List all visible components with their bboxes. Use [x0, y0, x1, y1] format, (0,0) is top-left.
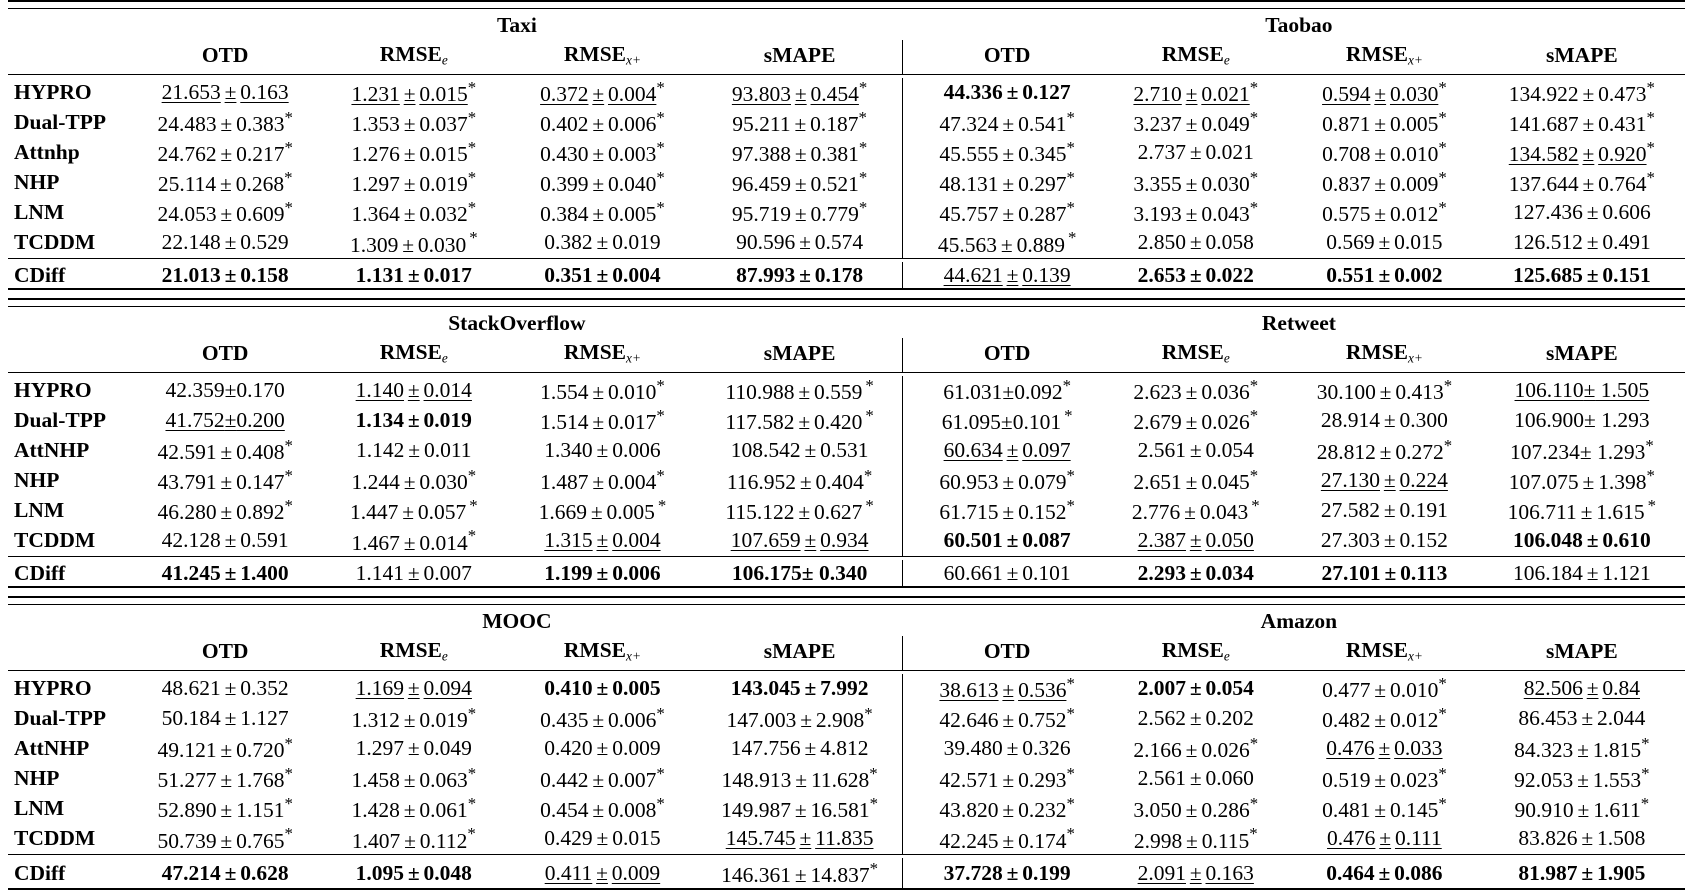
metric-cell: 3.355 ± 0.030*	[1133, 168, 1259, 197]
metric-cell: 1.297 ± 0.019*	[351, 168, 477, 197]
table-row	[8, 406, 1685, 436]
metric-cell: 0.372 ± 0.004*	[540, 78, 665, 107]
metric-cell: 25.114 ± 0.268*	[157, 168, 293, 197]
metric-cell: 2.998 ± 0.115*	[1133, 824, 1258, 853]
metric-header-RMSE_e: $RMSE_e$	[1161, 42, 1230, 68]
metric-cell: 0.399 ± 0.040*	[540, 168, 665, 197]
metric-cell: 38.613 ± 0.536*	[939, 674, 1075, 703]
metric-cell: 1.244 ± 0.030*	[351, 466, 477, 495]
table-row	[8, 704, 1685, 734]
metric-cell: 141.687 ± 0.431*	[1508, 108, 1655, 137]
metric-header-RMSE_x+: $RMSE_{x+}$	[1345, 42, 1423, 68]
horizontal-rule	[8, 597, 1685, 605]
model-name: TCDDM	[14, 528, 96, 553]
metric-cell: 42.128 ± 0.591	[161, 528, 289, 553]
metric-cell: 0.402 ± 0.006*	[540, 108, 665, 137]
table-row	[8, 764, 1685, 794]
table-row	[8, 794, 1685, 824]
metric-cell: 42.646 ± 0.752*	[939, 704, 1075, 733]
metric-cell: 0.382 ± 0.019	[544, 230, 661, 255]
metric-cell: 125.685 ± 0.151	[1512, 262, 1651, 287]
metric-cell: 45.555 ± 0.345*	[939, 138, 1075, 167]
metric-cell: 81.987 ± 1.905	[1518, 860, 1646, 885]
metric-cell: 49.121 ± 0.720*	[157, 734, 293, 763]
metric-cell: 1.276 ± 0.015*	[351, 138, 477, 167]
model-name: HYPRO	[14, 80, 92, 105]
metric-cell: 2.776 ± 0.043 *	[1131, 496, 1260, 525]
metric-cell: 90.910 ± 1.611*	[1514, 794, 1650, 823]
table-row	[8, 734, 1685, 764]
model-name: CDiff	[14, 860, 66, 885]
metric-cell: 116.952 ± 0.404*	[726, 466, 873, 495]
metric-cell: 108.542 ± 0.531	[730, 438, 869, 463]
dataset-name-right: Retweet	[1261, 311, 1336, 335]
metric-cell: 0.476 ± 0.033	[1326, 736, 1443, 761]
table-row	[8, 466, 1685, 496]
metric-cell: 87.993 ± 0.178	[736, 262, 864, 287]
metric-cell: 43.820 ± 0.232*	[939, 794, 1075, 823]
metric-cell: 1.467 ± 0.014*	[351, 526, 477, 555]
metric-cell: 1.669 ± 0.005 *	[538, 496, 667, 525]
metric-cell: 3.237 ± 0.049*	[1133, 108, 1259, 137]
metric-cell: 3.050 ± 0.286*	[1133, 794, 1259, 823]
metric-cell: 0.837 ± 0.009*	[1322, 168, 1447, 197]
metric-cell: 1.309 ± 0.030 *	[349, 228, 478, 257]
table-row	[8, 436, 1685, 466]
metric-header-RMSE_e: $RMSE_e$	[1161, 638, 1230, 664]
table-row-highlight	[8, 262, 1685, 289]
table-row	[8, 78, 1685, 108]
metric-cell: 1.169 ± 0.094	[355, 676, 472, 701]
model-name: CDiff	[14, 560, 66, 585]
metric-cell: 2.091 ± 0.163	[1137, 860, 1254, 885]
metric-cell: 2.561 ± 0.060	[1137, 766, 1254, 791]
metric-cell: 42.245 ± 0.174*	[939, 824, 1075, 853]
metric-cell: 22.148 ± 0.529	[161, 230, 289, 255]
horizontal-rule	[8, 1, 1685, 9]
horizontal-rule	[8, 889, 1685, 893]
model-name: LNM	[14, 796, 65, 821]
metric-cell: 39.480 ± 0.326	[943, 736, 1071, 761]
horizontal-rule	[8, 299, 1685, 307]
metric-cell: 2.737 ± 0.021	[1137, 140, 1254, 165]
metric-cell: 110.988 ± 0.559 *	[725, 376, 874, 405]
metric-cell: 115.122 ± 0.627 *	[725, 496, 874, 525]
metric-cell: 2.850 ± 0.058	[1137, 230, 1254, 255]
metric-header-sMAPE: sMAPE	[763, 340, 836, 365]
metric-cell: 134.922 ± 0.473*	[1508, 78, 1655, 107]
metric-header-row	[8, 636, 1685, 670]
model-name: Dual-TPP	[14, 110, 106, 135]
metric-cell: 1.231 ± 0.015*	[351, 78, 477, 107]
metric-cell: 48.621 ± 0.352	[161, 676, 289, 701]
metric-cell: 61.031±0.092*	[943, 376, 1071, 405]
metric-cell: 48.131 ± 0.297*	[939, 168, 1075, 197]
metric-header-sMAPE: sMAPE	[763, 638, 836, 663]
dataset-name-right: Amazon	[1260, 609, 1338, 633]
metric-cell: 117.582 ± 0.420 *	[725, 406, 874, 435]
metric-cell: 24.762 ± 0.217*	[157, 138, 293, 167]
metric-cell: 24.483 ± 0.383*	[157, 108, 293, 137]
metric-cell: 1.315 ± 0.004	[544, 528, 661, 553]
metric-cell: 0.411 ± 0.009	[544, 860, 661, 885]
model-name: HYPRO	[14, 676, 92, 701]
metric-cell: 47.324 ± 0.541*	[939, 108, 1075, 137]
metric-cell: 28.914 ± 0.300	[1320, 408, 1448, 433]
metric-cell: 1.199 ± 0.006	[544, 560, 661, 585]
metric-cell: 2.387 ± 0.050	[1137, 528, 1254, 553]
metric-cell: 60.661 ± 0.101	[943, 560, 1071, 585]
dataset-name-right: Taobao	[1265, 13, 1333, 37]
metric-cell: 1.141 ± 0.007	[355, 560, 472, 585]
metric-cell: 86.453 ± 2.044	[1518, 706, 1646, 731]
metric-header-RMSE_x+: $RMSE_{x+}$	[1345, 340, 1423, 366]
metric-cell: 50.739 ± 0.765*	[157, 824, 293, 853]
metric-cell: 2.710 ± 0.021*	[1133, 78, 1259, 107]
metric-cell: 60.501 ± 0.087	[943, 528, 1071, 553]
metric-cell: 0.481 ± 0.145*	[1322, 794, 1447, 823]
metric-cell: 93.803 ± 0.454*	[731, 78, 868, 107]
metric-cell: 42.571 ± 0.293*	[939, 764, 1075, 793]
metric-header-sMAPE: sMAPE	[763, 42, 836, 67]
metric-cell: 147.756 ± 4.812	[730, 736, 869, 761]
metric-cell: 106.110± 1.505	[1514, 378, 1650, 403]
results-table	[8, 0, 1685, 893]
metric-cell: 107.075 ± 1.398*	[1508, 466, 1655, 495]
model-name: AttNHP	[14, 736, 90, 761]
metric-cell: 96.459 ± 0.521*	[731, 168, 868, 197]
metric-cell: 107.659 ± 0.934	[730, 528, 869, 553]
metric-cell: 2.562 ± 0.202	[1137, 706, 1254, 731]
table-row	[8, 108, 1685, 138]
metric-cell: 30.100 ± 0.413*	[1316, 376, 1453, 405]
metric-cell: 1.554 ± 0.010*	[540, 376, 665, 405]
metric-cell: 21.653 ± 0.163	[161, 80, 289, 105]
dataset-header-row	[8, 307, 1685, 339]
metric-cell: 24.053 ± 0.609*	[157, 198, 293, 227]
metric-cell: 0.569 ± 0.015	[1326, 230, 1443, 255]
metric-cell: 27.582 ± 0.191	[1320, 498, 1448, 523]
metric-cell: 1.364 ± 0.032*	[351, 198, 477, 227]
metric-cell: 0.708 ± 0.010*	[1322, 138, 1447, 167]
metric-cell: 134.582 ± 0.920*	[1508, 138, 1655, 167]
metric-cell: 21.013 ± 0.158	[161, 262, 289, 287]
metric-header-row	[8, 338, 1685, 372]
table-row	[8, 198, 1685, 228]
metric-header-OTD: OTD	[201, 42, 249, 67]
metric-cell: 51.277 ± 1.768*	[157, 764, 293, 793]
metric-cell: 149.987 ± 16.581*	[721, 794, 879, 823]
metric-header-RMSE_e: $RMSE_e$	[379, 638, 448, 664]
metric-cell: 1.134 ± 0.019	[355, 408, 472, 433]
model-name: LNM	[14, 200, 65, 225]
metric-cell: 1.458 ± 0.063*	[351, 764, 477, 793]
table-row	[8, 526, 1685, 557]
metric-cell: 127.436 ± 0.606	[1512, 200, 1651, 225]
dataset-name-left: StackOverflow	[448, 311, 586, 335]
metric-cell: 1.428 ± 0.061*	[351, 794, 477, 823]
metric-cell: 84.323 ± 1.815*	[1514, 734, 1650, 763]
metric-cell: 0.575 ± 0.012*	[1322, 198, 1447, 227]
metric-cell: 147.003 ± 2.908*	[726, 704, 873, 733]
metric-header-OTD: OTD	[201, 340, 249, 365]
metric-header-OTD: OTD	[983, 638, 1031, 663]
model-name: TCDDM	[14, 230, 96, 255]
metric-cell: 92.053 ± 1.553*	[1514, 764, 1650, 793]
metric-header-RMSE_e: $RMSE_e$	[379, 340, 448, 366]
metric-cell: 1.312 ± 0.019*	[351, 704, 477, 733]
metric-header-RMSE_x+: $RMSE_{x+}$	[563, 42, 641, 68]
table-row	[8, 228, 1685, 259]
metric-cell: 2.653 ± 0.022	[1137, 262, 1254, 287]
model-name: AttNHP	[14, 438, 90, 463]
table-body	[8, 1, 1685, 893]
table-row	[8, 674, 1685, 704]
dataset-name-left: Taxi	[496, 13, 537, 37]
metric-cell: 1.140 ± 0.014	[355, 378, 472, 403]
metric-cell: 60.634 ± 0.097	[943, 438, 1071, 463]
metric-header-RMSE_x+: $RMSE_{x+}$	[563, 638, 641, 664]
metric-cell: 42.591 ± 0.408*	[157, 436, 293, 465]
metric-cell: 82.506 ± 0.84	[1523, 676, 1640, 701]
metric-cell: 44.336 ± 0.127	[943, 80, 1071, 105]
metric-cell: 0.435 ± 0.006*	[540, 704, 665, 733]
metric-cell: 43.791 ± 0.147*	[157, 466, 293, 495]
metric-header-row	[8, 40, 1685, 74]
metric-header-sMAPE: sMAPE	[1546, 340, 1618, 365]
model-name: NHP	[14, 170, 60, 195]
metric-cell: 1.514 ± 0.017*	[540, 406, 665, 435]
metric-header-RMSE_e: $RMSE_e$	[1161, 340, 1230, 366]
table-row	[8, 168, 1685, 198]
metric-cell: 52.890 ± 1.151*	[157, 794, 293, 823]
metric-header-OTD: OTD	[983, 42, 1031, 67]
table-row	[8, 376, 1685, 406]
dataset-name-left: MOOC	[482, 609, 552, 633]
metric-cell: 106.711 ± 1.615 *	[1507, 496, 1657, 525]
metric-cell: 106.184 ± 1.121	[1512, 560, 1651, 585]
metric-cell: 45.563 ± 0.889 *	[937, 228, 1077, 257]
metric-cell: 143.045 ± 7.992	[730, 676, 869, 701]
model-name: LNM	[14, 498, 65, 523]
metric-cell: 1.407 ± 0.112*	[351, 824, 476, 853]
table-row	[8, 496, 1685, 526]
metric-cell: 28.812 ± 0.272*	[1316, 436, 1453, 465]
dataset-header-row	[8, 9, 1685, 41]
metric-cell: 41.752±0.200	[165, 408, 285, 433]
metric-cell: 0.429 ± 0.015	[544, 826, 661, 851]
table-row	[8, 824, 1685, 855]
metric-cell: 47.214 ± 0.628	[161, 860, 289, 885]
metric-cell: 60.953 ± 0.079*	[939, 466, 1075, 495]
metric-cell: 0.519 ± 0.023*	[1322, 764, 1447, 793]
metric-cell: 2.679 ± 0.026*	[1133, 406, 1259, 435]
metric-cell: 126.512 ± 0.491	[1512, 230, 1651, 255]
metric-cell: 50.184 ± 1.127	[161, 706, 289, 731]
metric-cell: 42.359±0.170	[165, 378, 285, 403]
metric-cell: 2.623 ± 0.036*	[1133, 376, 1259, 405]
model-name: NHP	[14, 468, 60, 493]
table-row	[8, 138, 1685, 168]
metric-cell: 0.442 ± 0.007*	[540, 764, 665, 793]
model-name: HYPRO	[14, 378, 92, 403]
metric-cell: 2.166 ± 0.026*	[1133, 734, 1259, 763]
metric-cell: 45.757 ± 0.287*	[939, 198, 1075, 227]
metric-cell: 2.561 ± 0.054	[1137, 438, 1254, 463]
metric-cell: 27.303 ± 0.152	[1320, 528, 1448, 553]
metric-cell: 27.130 ± 0.224	[1320, 468, 1448, 493]
metric-cell: 0.476 ± 0.111	[1327, 826, 1442, 851]
metric-cell: 0.430 ± 0.003*	[540, 138, 665, 167]
metric-cell: 3.193 ± 0.043*	[1133, 198, 1259, 227]
metric-cell: 90.596 ± 0.574	[736, 230, 864, 255]
metric-cell: 106.900± 1.293	[1514, 408, 1650, 433]
metric-cell: 61.715 ± 0.152*	[939, 496, 1075, 525]
metric-cell: 2.293 ± 0.034	[1137, 560, 1254, 585]
metric-header-sMAPE: sMAPE	[1546, 42, 1618, 67]
metric-cell: 61.095±0.101 *	[941, 406, 1073, 435]
table-row-highlight	[8, 858, 1685, 889]
metric-cell: 41.245 ± 1.400	[161, 560, 289, 585]
metric-cell: 2.651 ± 0.045*	[1133, 466, 1259, 495]
model-name: NHP	[14, 766, 60, 791]
metric-cell: 0.871 ± 0.005*	[1322, 108, 1447, 137]
metric-cell: 0.410 ± 0.005	[544, 676, 661, 701]
metric-cell: 145.745 ± 11.835	[725, 826, 874, 851]
metric-header-RMSE_x+: $RMSE_{x+}$	[563, 340, 641, 366]
metric-cell: 148.913 ± 11.628*	[721, 764, 878, 793]
metric-cell: 1.131 ± 0.017	[355, 262, 472, 287]
metric-cell: 97.388 ± 0.381*	[731, 138, 868, 167]
metric-cell: 1.095 ± 0.048	[355, 860, 472, 885]
metric-cell: 95.211 ± 0.187*	[732, 108, 867, 137]
metric-cell: 44.621 ± 0.139	[943, 262, 1071, 287]
metric-cell: 0.384 ± 0.005*	[540, 198, 665, 227]
metric-cell: 46.280 ± 0.892*	[157, 496, 293, 525]
metric-cell: 0.482 ± 0.012*	[1322, 704, 1447, 733]
metric-cell: 0.477 ± 0.010*	[1322, 674, 1447, 703]
metric-header-RMSE_e: $RMSE_e$	[379, 42, 448, 68]
metric-header-OTD: OTD	[201, 638, 249, 663]
metric-header-sMAPE: sMAPE	[1546, 638, 1618, 663]
metric-cell: 0.551 ± 0.002	[1326, 262, 1443, 287]
metric-cell: 106.175± 0.340	[731, 560, 868, 585]
model-name: TCDDM	[14, 826, 96, 851]
metric-cell: 106.048 ± 0.610	[1512, 528, 1651, 553]
metric-cell: 0.464 ± 0.086	[1326, 860, 1443, 885]
dataset-header-row	[8, 605, 1685, 637]
metric-cell: 107.234± 1.293*	[1509, 436, 1654, 465]
metric-cell: 137.644 ± 0.764*	[1508, 168, 1655, 197]
metric-cell: 0.420 ± 0.009	[544, 736, 661, 761]
metric-cell: 27.101 ± 0.113	[1321, 560, 1448, 585]
model-name: Dual-TPP	[14, 408, 106, 433]
model-name: CDiff	[14, 262, 66, 287]
metric-cell: 1.487 ± 0.004*	[540, 466, 665, 495]
model-name: Attnhp	[14, 140, 80, 165]
metric-cell: 95.719 ± 0.779*	[731, 198, 868, 227]
metric-header-RMSE_x+: $RMSE_{x+}$	[1345, 638, 1423, 664]
metric-cell: 2.007 ± 0.054	[1137, 676, 1254, 701]
metric-cell: 1.353 ± 0.037*	[351, 108, 477, 137]
model-name: Dual-TPP	[14, 706, 106, 731]
metric-header-OTD: OTD	[983, 340, 1031, 365]
metric-cell: 37.728 ± 0.199	[943, 860, 1071, 885]
metric-cell: 1.297 ± 0.049	[355, 736, 472, 761]
metric-cell: 0.351 ± 0.004	[544, 262, 661, 287]
table-row-highlight	[8, 560, 1685, 587]
metric-cell: 0.594 ± 0.030*	[1322, 78, 1447, 107]
metric-cell: 1.340 ± 0.006	[544, 438, 661, 463]
metric-cell: 146.361 ± 14.837*	[721, 858, 879, 887]
metric-cell: 0.454 ± 0.008*	[540, 794, 665, 823]
metric-cell: 1.447 ± 0.057 *	[349, 496, 478, 525]
metric-cell: 83.826 ± 1.508	[1518, 826, 1646, 851]
metric-cell: 1.142 ± 0.011	[356, 438, 472, 463]
